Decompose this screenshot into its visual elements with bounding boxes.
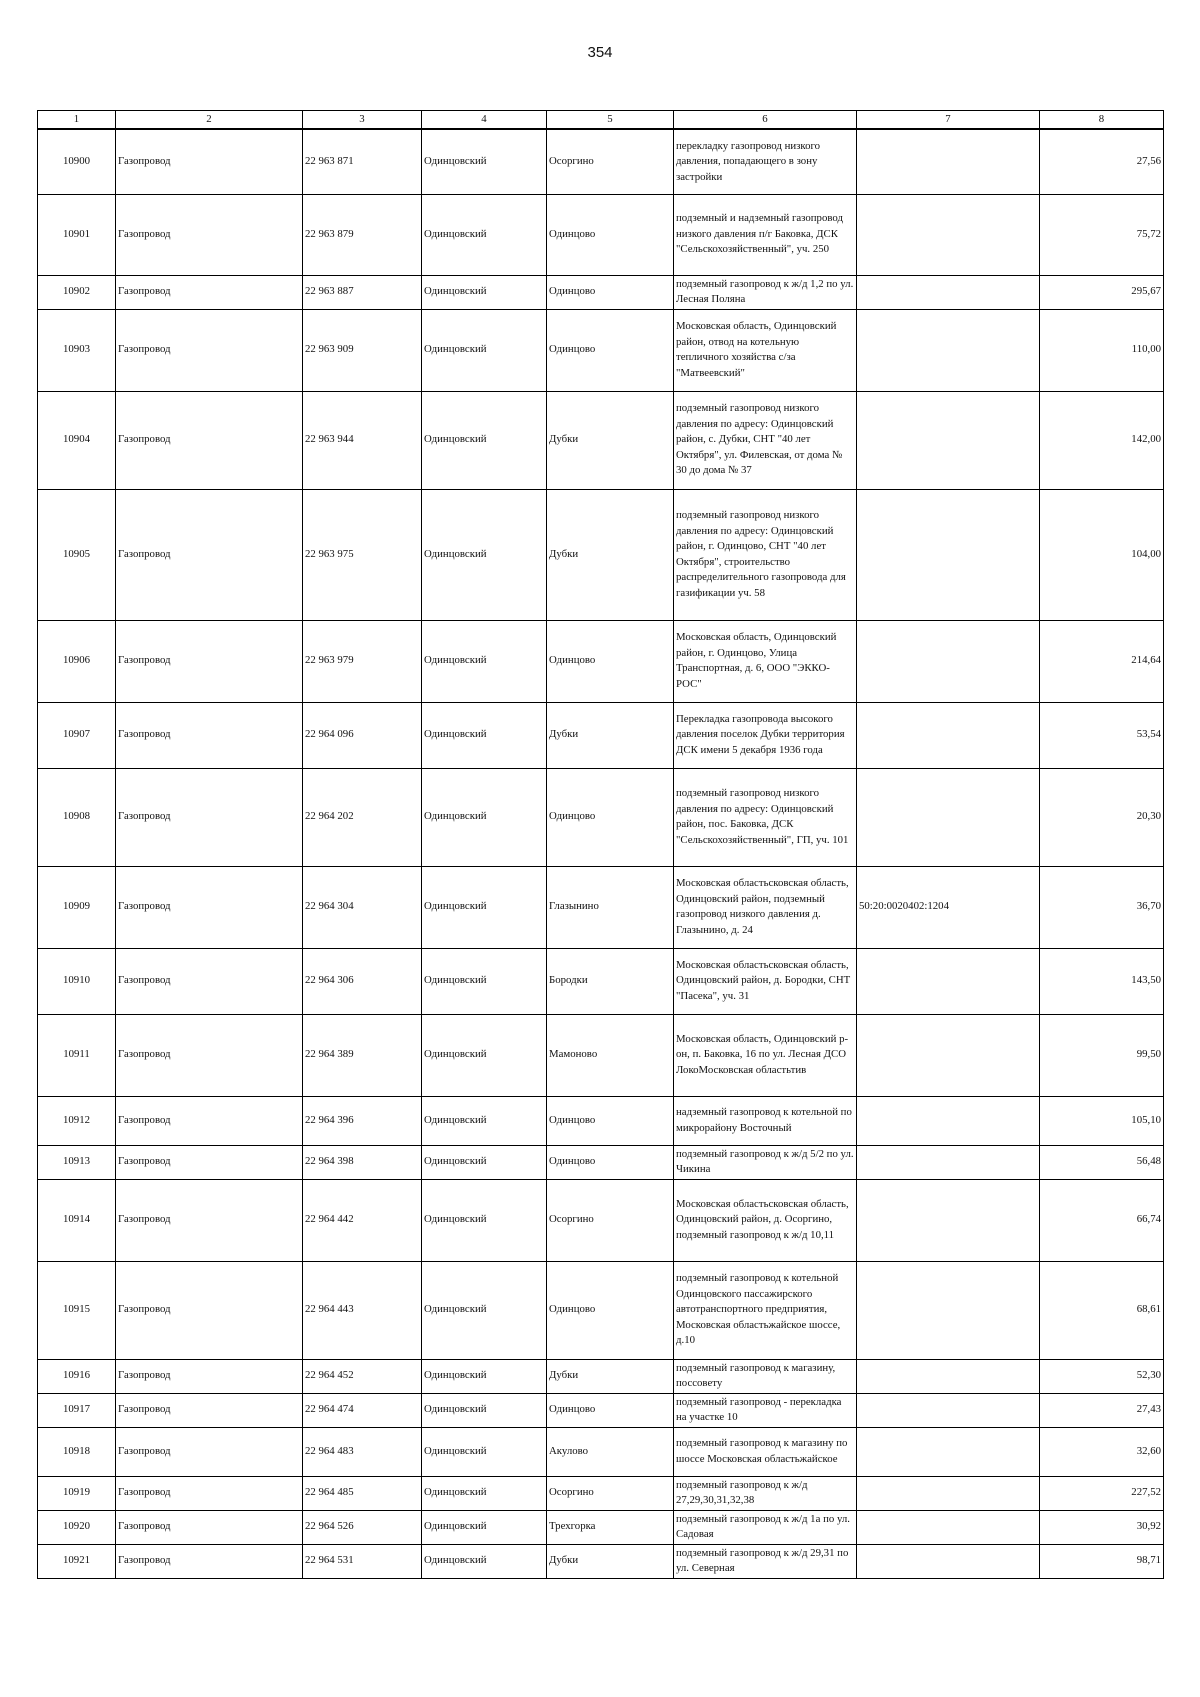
cadastral-number-cell	[857, 1014, 1040, 1096]
length-cell: 98,71	[1040, 1544, 1164, 1578]
locality-cell: Осоргино	[547, 1476, 674, 1510]
district-cell: Одинцовский	[422, 1510, 547, 1544]
object-code-cell: 22 964 306	[303, 948, 422, 1014]
district-cell: Одинцовский	[422, 702, 547, 768]
table-row	[38, 866, 1164, 948]
object-code-cell: 22 964 442	[303, 1179, 422, 1261]
row-number-cell: 10903	[38, 309, 116, 391]
locality-cell: Дубки	[547, 702, 674, 768]
row-number-cell: 10902	[38, 275, 116, 309]
object-type-cell: Газопровод	[116, 1476, 303, 1510]
cadastral-number-cell: 50:20:0020402:1204	[857, 866, 1040, 948]
object-code-cell: 22 964 443	[303, 1261, 422, 1359]
length-cell: 104,00	[1040, 489, 1164, 620]
row-number-cell: 10917	[38, 1393, 116, 1427]
district-cell: Одинцовский	[422, 1145, 547, 1179]
column-header: 6	[674, 111, 857, 130]
length-cell: 214,64	[1040, 620, 1164, 702]
object-type-cell: Газопровод	[116, 768, 303, 866]
description-cell: Московская область, Одинцовский р-он, п. Баковка, 16 по ул. Лесная ДСО ЛокоМосковская областьтив	[674, 1014, 857, 1096]
column-header: 7	[857, 111, 1040, 130]
row-number-cell: 10915	[38, 1261, 116, 1359]
object-type-cell: Газопровод	[116, 1096, 303, 1145]
description-cell: Московская областьсковская область, Одинцовский район, д. Осоргино, подземный газопровод к ж/д 10,11	[674, 1179, 857, 1261]
description-cell: подземный газопровод низкого давления по адресу: Одинцовский район, с. Дубки, СНТ "40 лет Октября", ул. Филевская, от дома № 30 до дома № 37	[674, 391, 857, 489]
length-cell: 56,48	[1040, 1145, 1164, 1179]
length-cell: 36,70	[1040, 866, 1164, 948]
object-code-cell: 22 964 531	[303, 1544, 422, 1578]
table-row	[38, 1393, 1164, 1427]
cadastral-number-cell	[857, 129, 1040, 194]
locality-cell: Одинцово	[547, 1261, 674, 1359]
cadastral-number-cell	[857, 1096, 1040, 1145]
description-cell: подземный газопровод низкого давления по адресу: Одинцовский район, пос. Баковка, ДСК "Сельскохозяйственный", ГП, уч. 101	[674, 768, 857, 866]
district-cell: Одинцовский	[422, 194, 547, 275]
cadastral-number-cell	[857, 1145, 1040, 1179]
table-row	[38, 1145, 1164, 1179]
table-row	[38, 309, 1164, 391]
length-cell: 32,60	[1040, 1427, 1164, 1476]
cadastral-number-cell	[857, 275, 1040, 309]
object-type-cell: Газопровод	[116, 866, 303, 948]
table-row	[38, 1476, 1164, 1510]
row-number-cell: 10920	[38, 1510, 116, 1544]
object-type-cell: Газопровод	[116, 1510, 303, 1544]
length-cell: 52,30	[1040, 1359, 1164, 1393]
column-header: 5	[547, 111, 674, 130]
description-cell: Московская областьсковская область, Одинцовский район, д. Бородки, СНТ "Пасека", уч. 31	[674, 948, 857, 1014]
locality-cell: Мамоново	[547, 1014, 674, 1096]
cadastral-number-cell	[857, 391, 1040, 489]
cadastral-number-cell	[857, 1261, 1040, 1359]
table-row	[38, 768, 1164, 866]
cadastral-number-cell	[857, 1359, 1040, 1393]
locality-cell: Одинцово	[547, 620, 674, 702]
table-row	[38, 129, 1164, 194]
object-code-cell: 22 963 887	[303, 275, 422, 309]
description-cell: Московская область, Одинцовский район, г. Одинцово, Улица Транспортная, д. 6, ООО "ЭККО-РОС"	[674, 620, 857, 702]
table-row	[38, 1261, 1164, 1359]
object-code-cell: 22 964 452	[303, 1359, 422, 1393]
cadastral-number-cell	[857, 1544, 1040, 1578]
description-cell: подземный газопровод низкого давления по адресу: Одинцовский район, г. Одинцово, СНТ "40 лет Октября", строительство распределительного газопровода для газификации уч. 58	[674, 489, 857, 620]
cadastral-number-cell	[857, 948, 1040, 1014]
length-cell: 27,56	[1040, 129, 1164, 194]
district-cell: Одинцовский	[422, 620, 547, 702]
district-cell: Одинцовский	[422, 391, 547, 489]
district-cell: Одинцовский	[422, 309, 547, 391]
object-type-cell: Газопровод	[116, 275, 303, 309]
table-row	[38, 702, 1164, 768]
length-cell: 99,50	[1040, 1014, 1164, 1096]
length-cell: 68,61	[1040, 1261, 1164, 1359]
locality-cell: Одинцово	[547, 309, 674, 391]
length-cell: 227,52	[1040, 1476, 1164, 1510]
object-code-cell: 22 964 096	[303, 702, 422, 768]
locality-cell: Дубки	[547, 1544, 674, 1578]
table-row	[38, 194, 1164, 275]
table-row	[38, 620, 1164, 702]
object-type-cell: Газопровод	[116, 1179, 303, 1261]
district-cell: Одинцовский	[422, 1427, 547, 1476]
object-code-cell: 22 964 474	[303, 1393, 422, 1427]
object-type-cell: Газопровод	[116, 489, 303, 620]
district-cell: Одинцовский	[422, 1096, 547, 1145]
column-header: 8	[1040, 111, 1164, 130]
table-row	[38, 1014, 1164, 1096]
object-code-cell: 22 963 944	[303, 391, 422, 489]
row-number-cell: 10910	[38, 948, 116, 1014]
row-number-cell: 10904	[38, 391, 116, 489]
cadastral-number-cell	[857, 194, 1040, 275]
description-cell: подземный газопровод к ж/д 1,2 по ул. Лесная Поляна	[674, 275, 857, 309]
object-code-cell: 22 964 526	[303, 1510, 422, 1544]
object-type-cell: Газопровод	[116, 1014, 303, 1096]
row-number-cell: 10919	[38, 1476, 116, 1510]
object-type-cell: Газопровод	[116, 309, 303, 391]
page-number: 354	[587, 44, 613, 61]
district-cell: Одинцовский	[422, 1393, 547, 1427]
object-type-cell: Газопровод	[116, 702, 303, 768]
object-type-cell: Газопровод	[116, 1261, 303, 1359]
cadastral-number-cell	[857, 1476, 1040, 1510]
locality-cell: Одинцово	[547, 1393, 674, 1427]
object-type-cell: Газопровод	[116, 1359, 303, 1393]
description-cell: подземный газопровод к ж/д 5/2 по ул. Чикина	[674, 1145, 857, 1179]
length-cell: 20,30	[1040, 768, 1164, 866]
object-code-cell: 22 964 304	[303, 866, 422, 948]
row-number-cell: 10907	[38, 702, 116, 768]
row-number-cell: 10900	[38, 129, 116, 194]
column-header: 1	[38, 111, 116, 130]
locality-cell: Одинцово	[547, 275, 674, 309]
length-cell: 27,43	[1040, 1393, 1164, 1427]
description-cell: подземный газопровод к ж/д 1а по ул. Садовая	[674, 1510, 857, 1544]
row-number-cell: 10909	[38, 866, 116, 948]
description-cell: Московская областьсковская область, Одинцовский район, подземный газопровод низкого давления д. Глазынино, д. 24	[674, 866, 857, 948]
table-row	[38, 1359, 1164, 1393]
description-cell: подземный газопровод к магазину, поссовету	[674, 1359, 857, 1393]
column-header: 2	[116, 111, 303, 130]
header-row	[38, 111, 1164, 130]
locality-cell: Осоргино	[547, 129, 674, 194]
description-cell: подземный газопровод - перекладка на участке 10	[674, 1393, 857, 1427]
description-cell: перекладку газопровод низкого давления, попадающего в зону застройки	[674, 129, 857, 194]
description-cell: Перекладка газопровода высокого давления поселок Дубки территория ДСК имени 5 декабря 1936 года	[674, 702, 857, 768]
cadastral-number-cell	[857, 489, 1040, 620]
column-header: 3	[303, 111, 422, 130]
row-number-cell: 10921	[38, 1544, 116, 1578]
length-cell: 142,00	[1040, 391, 1164, 489]
district-cell: Одинцовский	[422, 1179, 547, 1261]
object-code-cell: 22 964 389	[303, 1014, 422, 1096]
description-cell: надземный газопровод к котельной по микрорайону Восточный	[674, 1096, 857, 1145]
length-cell: 295,67	[1040, 275, 1164, 309]
object-type-cell: Газопровод	[116, 948, 303, 1014]
district-cell: Одинцовский	[422, 1544, 547, 1578]
table-row	[38, 1179, 1164, 1261]
district-cell: Одинцовский	[422, 1359, 547, 1393]
object-code-cell: 22 963 909	[303, 309, 422, 391]
object-code-cell: 22 964 398	[303, 1145, 422, 1179]
object-type-cell: Газопровод	[116, 620, 303, 702]
locality-cell: Осоргино	[547, 1179, 674, 1261]
locality-cell: Дубки	[547, 391, 674, 489]
table-row	[38, 489, 1164, 620]
description-cell: подземный и надземный газопровод низкого давления п/г Баковка, ДСК "Сельскохозяйственный", уч. 250	[674, 194, 857, 275]
object-type-cell: Газопровод	[116, 1544, 303, 1578]
table-row	[38, 1427, 1164, 1476]
registry-table	[37, 110, 1164, 1579]
row-number-cell: 10918	[38, 1427, 116, 1476]
district-cell: Одинцовский	[422, 489, 547, 620]
locality-cell: Одинцово	[547, 768, 674, 866]
table-row	[38, 948, 1164, 1014]
district-cell: Одинцовский	[422, 275, 547, 309]
length-cell: 66,74	[1040, 1179, 1164, 1261]
locality-cell: Одинцово	[547, 1096, 674, 1145]
row-number-cell: 10905	[38, 489, 116, 620]
length-cell: 53,54	[1040, 702, 1164, 768]
district-cell: Одинцовский	[422, 866, 547, 948]
row-number-cell: 10911	[38, 1014, 116, 1096]
district-cell: Одинцовский	[422, 1476, 547, 1510]
object-type-cell: Газопровод	[116, 1393, 303, 1427]
locality-cell: Акулово	[547, 1427, 674, 1476]
object-type-cell: Газопровод	[116, 129, 303, 194]
object-type-cell: Газопровод	[116, 391, 303, 489]
cadastral-number-cell	[857, 1179, 1040, 1261]
row-number-cell: 10901	[38, 194, 116, 275]
length-cell: 30,92	[1040, 1510, 1164, 1544]
row-number-cell: 10914	[38, 1179, 116, 1261]
district-cell: Одинцовский	[422, 129, 547, 194]
column-header: 4	[422, 111, 547, 130]
locality-cell: Дубки	[547, 1359, 674, 1393]
object-code-cell: 22 964 396	[303, 1096, 422, 1145]
cadastral-number-cell	[857, 768, 1040, 866]
district-cell: Одинцовский	[422, 1014, 547, 1096]
row-number-cell: 10908	[38, 768, 116, 866]
object-type-cell: Газопровод	[116, 1427, 303, 1476]
object-code-cell: 22 964 483	[303, 1427, 422, 1476]
table-row	[38, 391, 1164, 489]
description-cell: подземный газопровод к магазину по шоссе Московская областьжайское	[674, 1427, 857, 1476]
district-cell: Одинцовский	[422, 768, 547, 866]
object-code-cell: 22 963 871	[303, 129, 422, 194]
object-code-cell: 22 963 879	[303, 194, 422, 275]
district-cell: Одинцовский	[422, 1261, 547, 1359]
row-number-cell: 10906	[38, 620, 116, 702]
cadastral-number-cell	[857, 620, 1040, 702]
description-cell: подземный газопровод к ж/д 29,31 по ул. Северная	[674, 1544, 857, 1578]
row-number-cell: 10912	[38, 1096, 116, 1145]
locality-cell: Дубки	[547, 489, 674, 620]
cadastral-number-cell	[857, 702, 1040, 768]
length-cell: 75,72	[1040, 194, 1164, 275]
cadastral-number-cell	[857, 309, 1040, 391]
description-cell: подземный газопровод к котельной Одинцовского пассажирского автотранспортного предприятия, Московская областьжайское шоссе, д.10	[674, 1261, 857, 1359]
table-row	[38, 1096, 1164, 1145]
object-type-cell: Газопровод	[116, 194, 303, 275]
locality-cell: Трехгорка	[547, 1510, 674, 1544]
object-code-cell: 22 964 485	[303, 1476, 422, 1510]
row-number-cell: 10913	[38, 1145, 116, 1179]
length-cell: 105,10	[1040, 1096, 1164, 1145]
locality-cell: Одинцово	[547, 194, 674, 275]
district-cell: Одинцовский	[422, 948, 547, 1014]
object-code-cell: 22 963 975	[303, 489, 422, 620]
cadastral-number-cell	[857, 1427, 1040, 1476]
table-row	[38, 1510, 1164, 1544]
object-type-cell: Газопровод	[116, 1145, 303, 1179]
description-cell: Московская область, Одинцовский район, отвод на котельную тепличного хозяйства с/за "Матвеевский"	[674, 309, 857, 391]
object-code-cell: 22 963 979	[303, 620, 422, 702]
table-row	[38, 275, 1164, 309]
locality-cell: Бородки	[547, 948, 674, 1014]
cadastral-number-cell	[857, 1393, 1040, 1427]
object-code-cell: 22 964 202	[303, 768, 422, 866]
length-cell: 110,00	[1040, 309, 1164, 391]
description-cell: подземный газопровод к ж/д 27,29,30,31,32,38	[674, 1476, 857, 1510]
cadastral-number-cell	[857, 1510, 1040, 1544]
row-number-cell: 10916	[38, 1359, 116, 1393]
table-row	[38, 1544, 1164, 1578]
locality-cell: Одинцово	[547, 1145, 674, 1179]
locality-cell: Глазынино	[547, 866, 674, 948]
length-cell: 143,50	[1040, 948, 1164, 1014]
